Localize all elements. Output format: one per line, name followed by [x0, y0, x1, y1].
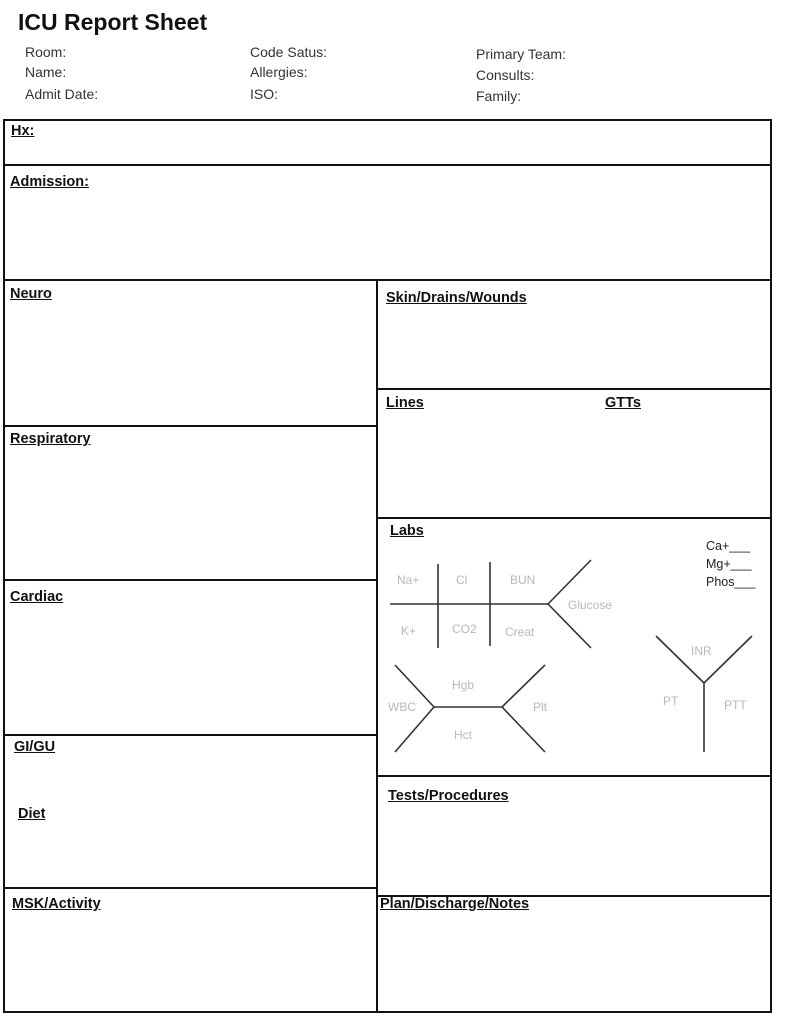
hct-label: Hct	[454, 728, 472, 742]
mg-label: Mg+___	[706, 557, 752, 571]
respiratory-label: Respiratory	[10, 431, 91, 447]
glucose-label: Glucose	[568, 598, 613, 612]
msk-label: MSK/Activity	[12, 896, 101, 912]
co2-label: CO2	[452, 622, 477, 636]
neuro-label: Neuro	[10, 286, 52, 302]
allergies-label: Allergies:	[250, 64, 308, 80]
plan-label: Plan/Discharge/Notes	[380, 896, 530, 912]
wbc-label: WBC	[388, 700, 416, 714]
page-title: ICU Report Sheet	[18, 9, 208, 35]
ca-label: Ca+___	[706, 539, 751, 553]
cl-label: Cl	[456, 573, 468, 587]
creat-label: Creat	[505, 625, 535, 639]
phos-label: Phos___	[706, 575, 756, 589]
inr-label: INR	[691, 644, 712, 658]
tests-label: Tests/Procedures	[388, 788, 509, 804]
ptt-label: PTT	[724, 698, 747, 712]
admission-label: Admission:	[10, 174, 89, 190]
gigu-label: GI/GU	[14, 739, 56, 755]
lines-label: Lines	[386, 395, 424, 411]
consults-label: Consults:	[476, 67, 535, 83]
name-label: Name:	[25, 64, 67, 80]
pt-label: PT	[663, 694, 679, 708]
primary-team-label: Primary Team:	[476, 46, 566, 62]
cardiac-label: Cardiac	[10, 589, 64, 605]
na-label: Na+	[397, 573, 420, 587]
bun-label: BUN	[510, 573, 536, 587]
iso-label: ISO:	[250, 86, 279, 102]
labs-label: Labs	[390, 523, 424, 539]
skin-label: Skin/Drains/Wounds	[386, 290, 527, 306]
room-label: Room:	[25, 44, 67, 60]
hgb-label: Hgb	[452, 678, 475, 692]
k-label: K+	[401, 624, 417, 638]
admit-date-label: Admit Date:	[25, 86, 99, 102]
gtts-label: GTTs	[605, 395, 641, 411]
plt-label: Plt	[533, 700, 548, 714]
family-label: Family:	[476, 88, 522, 104]
hx-label: Hx:	[11, 123, 35, 139]
code-status-label: Code Satus:	[250, 44, 328, 60]
diet-label: Diet	[18, 806, 46, 822]
